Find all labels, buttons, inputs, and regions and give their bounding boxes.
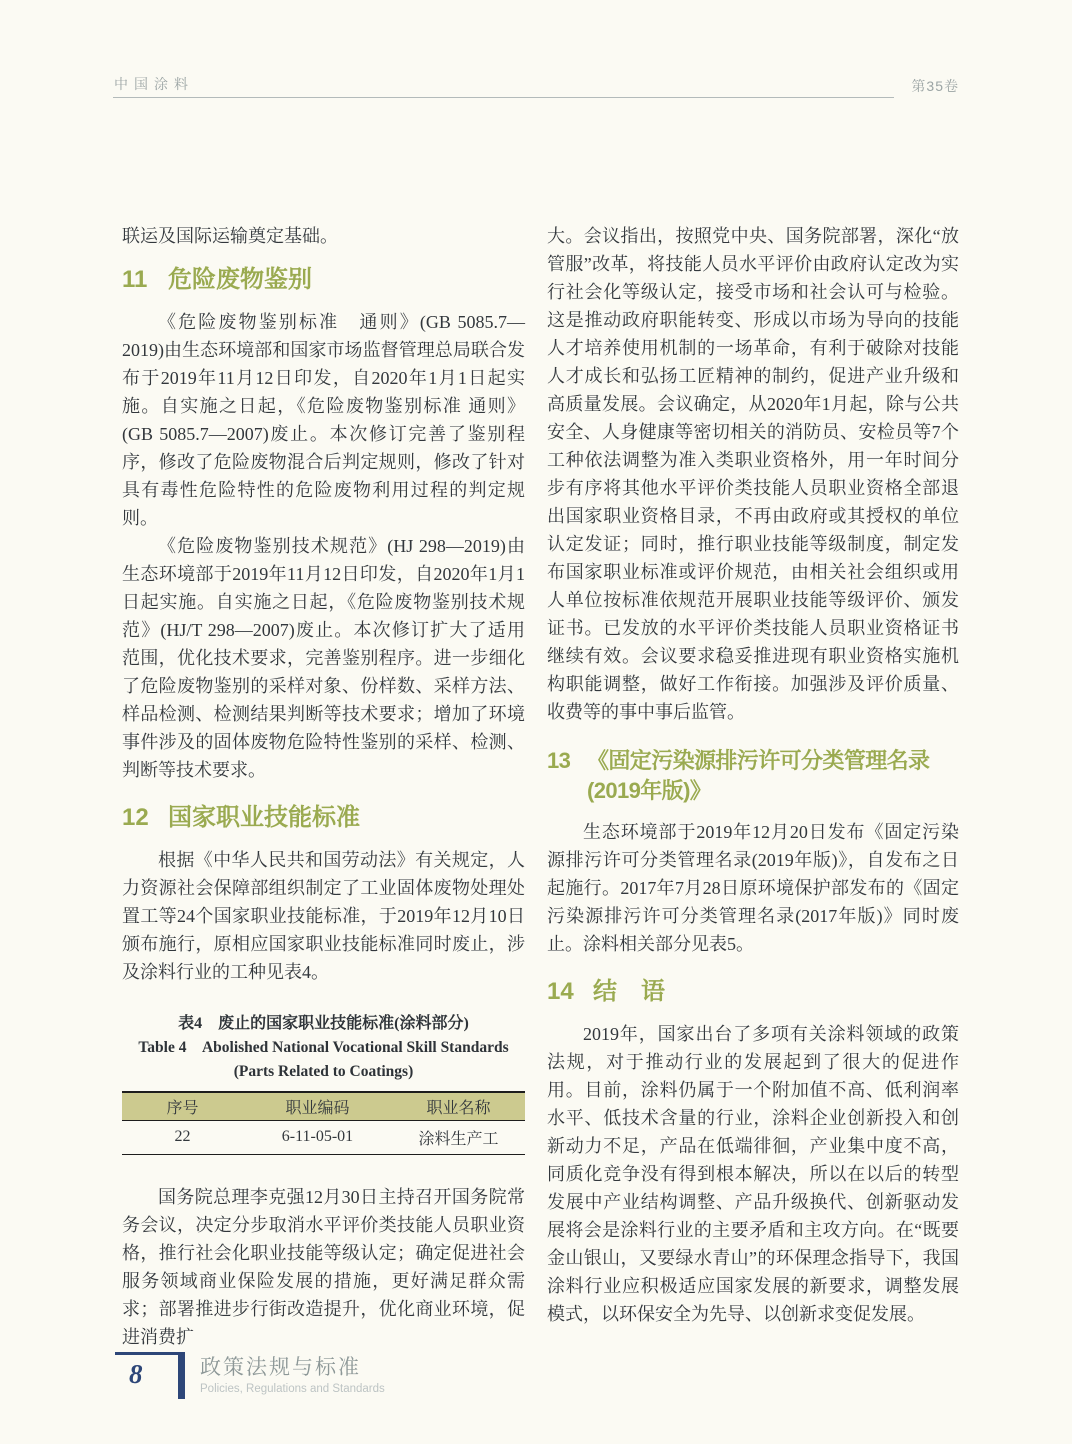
left-column	[122, 222, 525, 1351]
section-14-number: 14	[547, 978, 574, 1005]
table-4-cell-no: 22	[174, 1128, 191, 1145]
section-13-paragraph: 生态环境部于2019年12月20日发布《固定污染源排污许可分类管理名录(2019年版)》，自发布之日起施行。2017年7月28日原环境保护部发布的《固定污染源排污许可分类管理名录(2017年版)》同时废止。涂料相关部分见表5。	[547, 822, 959, 954]
section-14-title: 结 语	[593, 978, 665, 1005]
table-4-header-no: 序号	[122, 1092, 243, 1120]
footer-section-subtitle: Policies, Regulations and Standards	[200, 1383, 385, 1395]
journal-title: 中国涂料	[114, 76, 194, 92]
table-4-block	[122, 1012, 525, 1155]
header-rule	[113, 97, 894, 98]
table-4	[122, 1091, 525, 1155]
footer-section-text	[200, 1352, 385, 1395]
table-4-cell-code: 6-11-05-01	[281, 1128, 354, 1145]
volume-label: 第35卷	[911, 78, 959, 94]
page-number: 8	[129, 1359, 143, 1389]
section-11-paragraph-1: 《危险废物鉴别标准 通则》(GB 5085.7—2019)由生态环境部和国家市场监督管理总局联合发布于2019年11月12日印发，自2020年1月1日起实施。自实施之日起，《危险废物鉴别标准 通则》(GB 5085.7—2007)废止。本次修订完善了鉴别程序，修改了危险废物混合后判定规则，修改了针对具有毒性危险特性的危险废物利用过程的判定规则。	[122, 312, 525, 528]
carryover-paragraph: 大。会议指出，按照党中央、国务院部署，深化“放管服”改革，将技能人员水平评价由政府认定改为实行社会化等级认定，接受市场和社会认可与检验。这是推动政府职能转变、形成以市场为导向的技能人才培养使用机制的一场革命，有利于破除对技能人才成长和弘扬工匠精神的制约，促进产业升级和高质量发展。会议确定，从2020年1月起，除与公共安全、人身健康等密切相关的消防员、安检员等7个工种依法调整为准入类职业资格外，用一年时间分步有序将其他水平评价类技能人员职业资格全部退出国家职业资格目录，不再由政府或其授权的单位认定发证；同时，推行职业技能等级制度，制定发布国家职业标准或评价规范，由相关社会组织或用人单位按标准依规范开展职业技能等级评价、颁发证书。已发放的水平评价类技能人员职业资格证书继续有效。会议要求稳妥推进现有职业资格实施机构职能调整，做好工作衔接。加强涉及评价质量、收费等的事中事后监管。	[547, 226, 959, 722]
table-4-header-row	[122, 1092, 525, 1120]
section-13-title: 《固定污染源排污许可分类管理名录(2019年版)》	[587, 748, 930, 803]
section-11-title: 危险废物鉴别	[168, 266, 312, 293]
section-12-number: 12	[122, 804, 149, 831]
right-column	[547, 222, 959, 1328]
section-12-title: 国家职业技能标准	[168, 804, 360, 831]
section-12-paragraph-1: 根据《中华人民共和国劳动法》有关规定，人力资源社会保障部组织制定了工业固体废物处理处置工等24个国家职业技能标准，于2019年12月10日颁布施行，原相应国家职业技能标准同时废止，涉及涂料行业的工种见表4。	[122, 850, 525, 982]
page-number-block	[115, 1352, 185, 1398]
carryover-paragraph: 联运及国际运输奠定基础。	[122, 226, 338, 246]
table-4-header-code: 职业编码	[243, 1092, 392, 1120]
section-12-heading	[122, 802, 525, 834]
section-13-number: 13	[547, 748, 571, 773]
footer-section-title: 政策法规与标准	[200, 1356, 361, 1379]
section-11-paragraph-2: 《危险废物鉴别技术规范》(HJ 298—2019)由生态环境部于2019年11月12日印发，自2020年1月1日起实施。自实施之日起，《危险废物鉴别技术规范》(HJ/T 298—2007)废止。本次修订扩大了适用范围，优化技术要求，完善鉴别程序。进一步细化了危险废物鉴别的采样对象、份样数、采样方法、样品检测、检测结果判断等技术要求；增加了环境事件涉及的固体废物危险特性鉴别的采样、检测、判断等技术要求。	[122, 536, 525, 780]
page-number-bar	[178, 1355, 185, 1399]
section-14-heading	[547, 976, 959, 1008]
table-row	[122, 1120, 525, 1154]
section-11-heading	[122, 264, 525, 296]
section-13-heading	[547, 746, 959, 806]
table-4-caption-en: Table 4 Abolished National Vocational Skill Standards	[138, 1039, 509, 1056]
section-12-paragraph-2: 国务院总理李克强12月30日主持召开国务院常务会议，决定分步取消水平评价类技能人员职业资格，推行社会化职业技能等级认定；确定促进社会服务领域商业保险发展的措施，更好满足群众需求；部署推进步行街改造提升，优化商业环境，促进消费扩	[122, 1186, 525, 1347]
page-footer	[115, 1352, 385, 1398]
table-4-caption-zh: 表4 废止的国家职业技能标准(涂料部分)	[178, 1015, 469, 1032]
section-11-number: 11	[122, 266, 148, 293]
table-4-cell-name: 涂料生产工	[418, 1130, 499, 1148]
table-4-header-name: 职业名称	[392, 1092, 525, 1120]
running-header	[113, 70, 959, 98]
table-4-caption-en-2: (Parts Related to Coatings)	[233, 1063, 414, 1080]
section-14-paragraph: 2019年，国家出台了多项有关涂料领域的政策法规，对于推动行业的发展起到了很大的促进作用。目前，涂料仍属于一个附加值不高、低利润率水平、低技术含量的行业，涂料企业创新投入和创新动力不足，产品在低端徘徊，产业集中度不高，同质化竞争没有得到根本解决，所以在以后的转型发展中产业结构调整、产品升级换代、创新驱动发展将会是涂料行业的主要矛盾和主攻方向。在“既要金山银山，又要绿水青山”的环保理念指导下，我国涂料行业应积极适应国家发展的新要求，调整发展模式，以环保安全为先导、以创新求变促发展。	[547, 1024, 959, 1324]
